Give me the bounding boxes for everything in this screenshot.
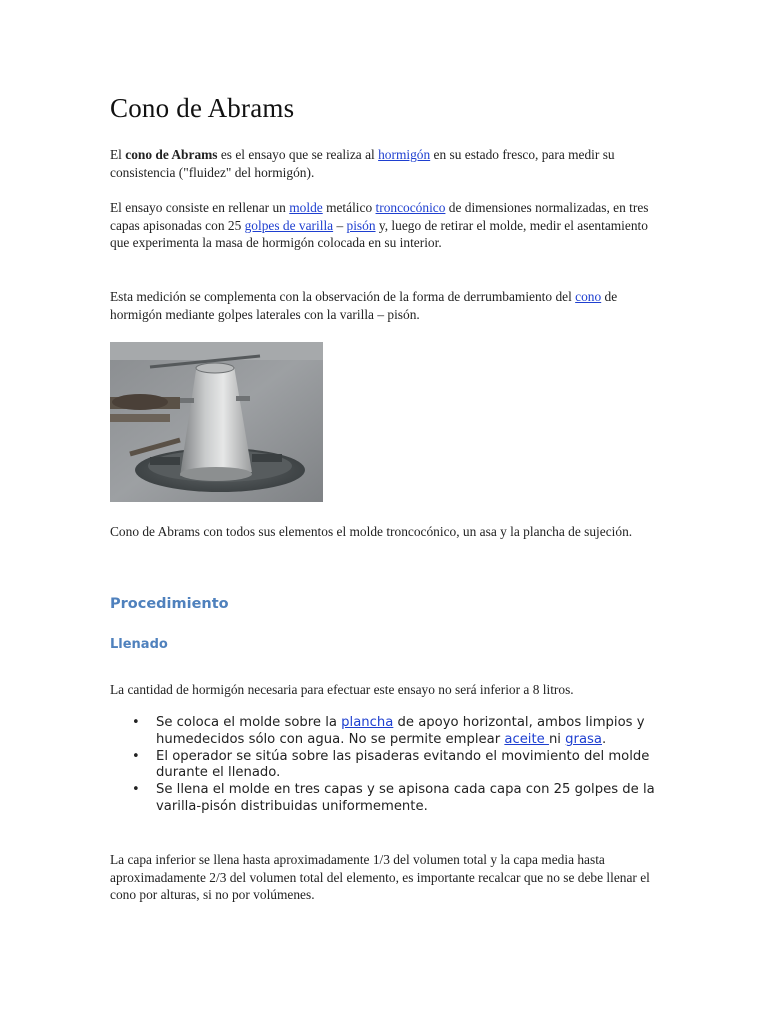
section-heading-procedimiento: Procedimiento xyxy=(110,596,229,612)
subsection-heading-llenado: Llenado xyxy=(110,637,168,652)
link-grasa[interactable]: grasa xyxy=(565,731,602,747)
link-molde[interactable]: molde xyxy=(289,200,323,215)
ensayo-text-5: y, luego de retirar el molde, medir el asentamiento que experimenta la masa de hormigón colocada en su interior. xyxy=(110,217,648,250)
medicion-paragraph xyxy=(110,288,658,323)
page-title: Cono de Abrams xyxy=(110,93,295,123)
list-item xyxy=(110,782,658,816)
bullet-1-text-2: de apoyo horizontal, ambos limpios y humedecidos sólo con agua. No se permite emplear xyxy=(156,715,645,747)
bullet-1-text-3: ni xyxy=(548,731,566,747)
llenado-intro-paragraph: La cantidad de hormigón necesaria para efectuar este ensayo no será inferior a 8 litros. xyxy=(110,682,574,697)
ensayo-text-1: El ensayo consiste en rellenar un xyxy=(110,200,290,215)
intro-text-2: es el ensayo que se realiza al xyxy=(217,147,379,162)
ensayo-text-3: de dimensiones normalizadas, en tres capas apisonadas con 25 xyxy=(110,200,649,233)
link-troncoconico[interactable]: troncocónico xyxy=(375,200,446,215)
abrams-cone-photo xyxy=(110,342,323,502)
bullet-3-text: Se llena el molde en tres capas y se apisona cada capa con 25 golpes de la varilla-pisón distribuidas uniformemente. xyxy=(156,782,655,814)
medicion-text-1: Esta medición se complementa con la observación de la forma de derrumbamiento del xyxy=(110,289,576,304)
intro-paragraph xyxy=(110,146,658,181)
ensayo-text-4: – xyxy=(333,217,347,233)
bullet-2-text: El operador se sitúa sobre las pisaderas evitando el movimiento del molde durante el llenado. xyxy=(156,748,650,781)
bullet-dot: • xyxy=(132,748,140,764)
link-hormigon[interactable]: hormigón xyxy=(378,147,431,162)
medicion-text-2: de hormigón mediante golpes laterales con la varilla – pisón. xyxy=(110,289,618,322)
capa-paragraph: La capa inferior se llena hasta aproximadamente 1/3 del volumen total y la capa media hasta aproximadamente 2/3 del volumen total del elemento, es importante recalcar que no se debe llenar el cono por alturas, si no por volúmenes. xyxy=(110,852,650,902)
abrams-cone-illustration xyxy=(110,342,323,502)
intro-text-1: El xyxy=(110,147,126,162)
bullet-1-text-1: Se coloca el molde sobre la xyxy=(156,715,342,730)
link-pison[interactable]: pisón xyxy=(346,217,376,233)
link-golpes-de-varilla[interactable]: golpes de varilla xyxy=(244,217,334,233)
link-plancha[interactable]: plancha xyxy=(341,715,394,730)
link-cono[interactable]: cono xyxy=(575,289,602,304)
ensayo-text-2: metálico xyxy=(322,200,376,215)
bullet-dot: • xyxy=(132,715,140,730)
list-item xyxy=(110,749,658,783)
intro-text-3: en su estado fresco, para medir su consistencia ("fluidez" del hormigón). xyxy=(110,147,615,180)
bullet-1-text-4: . xyxy=(602,731,607,747)
bullet-dot: • xyxy=(132,782,140,798)
llenado-bullet-list xyxy=(110,715,658,816)
ensayo-paragraph xyxy=(110,199,658,252)
link-aceite[interactable]: aceite xyxy=(504,731,549,747)
photo-caption: Cono de Abrams con todos sus elementos el molde troncocónico, un asa y la plancha de sujeción. xyxy=(110,524,633,539)
list-item xyxy=(110,715,658,749)
intro-bold-term: cono de Abrams xyxy=(125,147,218,162)
